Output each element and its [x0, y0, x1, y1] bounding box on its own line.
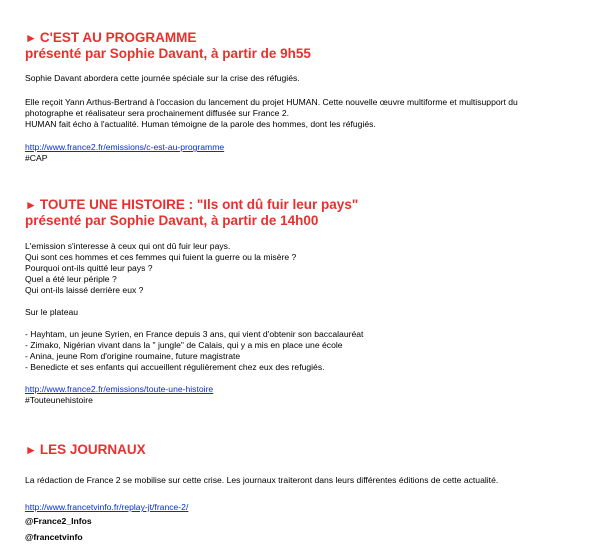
section3-link-line [25, 502, 550, 513]
section1-paragraph-line: Elle reçoit Yann Arthus-Bertrand à l'occasion du lancement du projet HUMAN. Cette nouvelle œuvre multiforme et multisupport du [25, 97, 518, 107]
guest-line: - Hayhtam, un jeune Syrien, en France depuis 3 ans, qui vient d'obtenir son baccalauréat [25, 329, 364, 339]
guest-line: - Benedicte et ses enfants qui accueillent régulièrement chez eux des refugiés. [25, 362, 325, 372]
section2-guests [25, 329, 550, 373]
arrow-right-icon: ► [25, 31, 37, 45]
section1-paragraph-line: photographe et réalisateur sera prochainement diffusée sur France 2. [25, 108, 290, 118]
section1-paragraph-line: HUMAN fait écho à l'actualité. Human témoigne de la parole des hommes, dont les réfugiés. [25, 119, 376, 129]
section2-hashtag: #Touteunehistoire [25, 395, 93, 405]
section2-title [25, 197, 358, 213]
guest-line: - Zimako, Nigérian vivant dans la " jungle" de Calais, qui y a mis en place une école [25, 340, 343, 350]
section3-title-text: LES JOURNAUX [39, 442, 146, 457]
section2-links [25, 384, 550, 406]
section1-link[interactable]: http://www.france2.fr/emissions/c-est-au-programme [25, 142, 225, 152]
section1-paragraph [25, 97, 550, 130]
arrow-right-icon: ► [25, 443, 37, 457]
section2-plateau-label: Sur le plateau [25, 307, 79, 317]
guest-line: - Anina, jeune Rom d'origine roumaine, future magistrate [25, 351, 241, 361]
section3-text: La rédaction de France 2 se mobilise sur cette crise. Les journaux traiteront dans leurs différentes éditions de cette actualité. [25, 475, 499, 485]
section1-subtitle: présenté par Sophie Davant, à partir de 9h55 [25, 46, 311, 61]
section2-link[interactable]: http://www.france2.fr/emissions/toute-une-histoire [25, 384, 214, 394]
section2-questions [25, 241, 550, 296]
question-line: Qui sont ces hommes et ces femmes qui fuient la guerre ou la misère ? [25, 252, 297, 262]
section1-hashtag: #CAP [25, 153, 48, 163]
section2-title-text: TOUTE UNE HISTOIRE : "Ils ont dû fuir leur pays" [39, 197, 359, 212]
twitter-handle-francetvinfo[interactable]: @francetvinfo [25, 532, 83, 542]
section1-links [25, 142, 550, 164]
section3-title [25, 442, 146, 458]
question-line: Qui ont-ils laissé derrière eux ? [25, 285, 144, 295]
question-line: L'emission s'interesse à ceux qui ont dû fuir leur pays. [25, 241, 231, 251]
question-line: Pourquoi ont-ils quitté leur pays ? [25, 263, 153, 273]
section2-subtitle: présenté par Sophie Davant, à partir de 14h00 [25, 213, 319, 228]
arrow-right-icon: ► [25, 198, 37, 212]
section1-title [25, 30, 196, 46]
section1-title-text: C'EST AU PROGRAMME [39, 30, 197, 45]
section3-link[interactable]: http://www.francetvinfo.fr/replay-jt/france-2/ [25, 502, 189, 512]
section1-intro: Sophie Davant abordera cette journée spéciale sur la crise des réfugiés. [25, 73, 300, 83]
twitter-handle-france2-infos[interactable]: @France2_Infos [25, 516, 92, 526]
question-line: Quel a été leur périple ? [25, 274, 117, 284]
